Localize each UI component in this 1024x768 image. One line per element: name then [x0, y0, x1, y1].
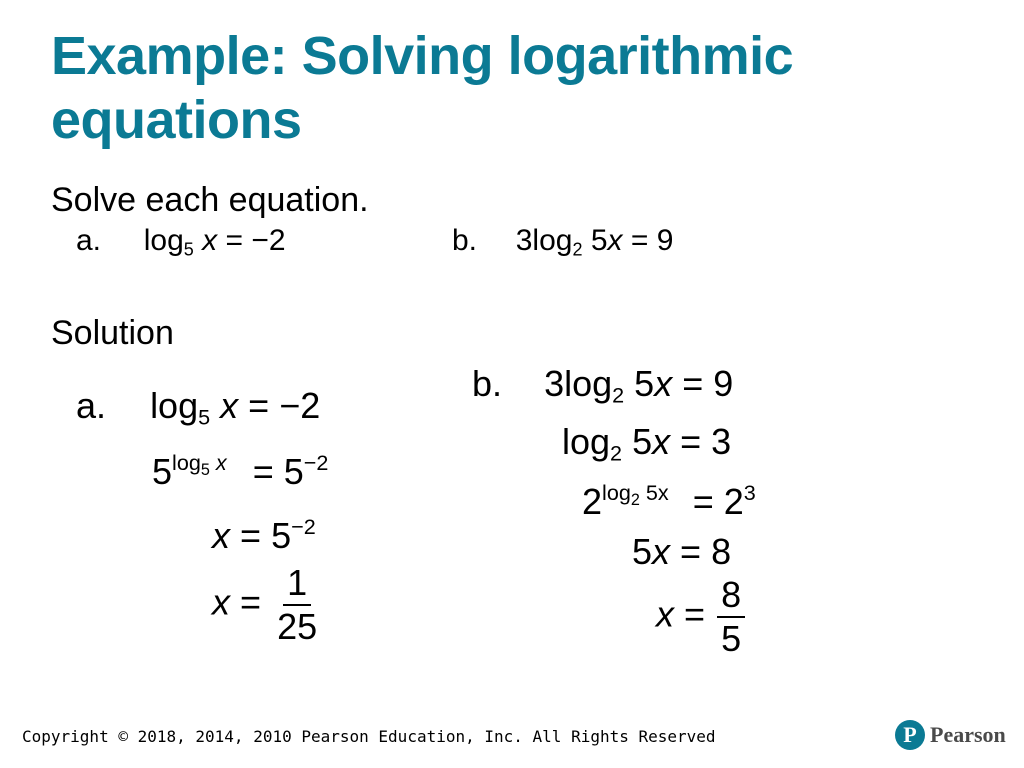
pearson-logo-text: Pearson [930, 722, 1006, 747]
solution-b-step-2: $\log_2 5x = 3$ [562, 421, 732, 466]
solution-a-step-3: $x = 5^{-2}$ [212, 513, 316, 556]
solution-a-step-1: a. $\log_5 x = -2$ [76, 385, 321, 430]
solution-b-step-4: 5x = 8 [632, 531, 732, 572]
slide-title [51, 24, 991, 152]
solution-a-step-4: x = $\frac{1}{25}$ [212, 564, 321, 646]
fraction-8-over-5: $\frac{8}{5}$ [717, 576, 745, 658]
problem-a-label: a. [76, 224, 102, 257]
solution-b-step-5: x = $\frac{8}{5}$ [656, 576, 745, 658]
solution-heading: Solution [51, 314, 174, 352]
solution-b-label: b. [472, 363, 503, 404]
solution-b-step-3: $2^{log_2 5x} = 2^3$ [582, 479, 756, 522]
copyright-footer: Copyright © 2018, 2014, 2010 Pearson Education, Inc. All Rights Reserved [22, 727, 716, 746]
svg-text:P: P [903, 722, 917, 747]
slide-title-line-2: equations [51, 90, 302, 150]
problem-b: b. $3\log_2$ 5x = 9 [452, 224, 674, 260]
pearson-logo [895, 720, 1006, 750]
fraction-1-over-25: $\frac{1}{25}$ [277, 562, 318, 647]
slide-title-line-1: Example: Solving logarithmic [51, 26, 794, 86]
solution-a-label: a. [76, 385, 107, 426]
problem-a: a. $\log_5 x = -2$ [76, 224, 286, 260]
instructions-text: Solve each equation. [51, 181, 369, 219]
pearson-logo-icon [895, 720, 925, 750]
solution-a-step-2: $5^{log_5 x} = 5^{-2}$ [152, 449, 329, 492]
problem-b-label: b. [452, 224, 478, 257]
solution-b-step-1: b. $3\log_2$ 5x = 9 [472, 363, 734, 408]
